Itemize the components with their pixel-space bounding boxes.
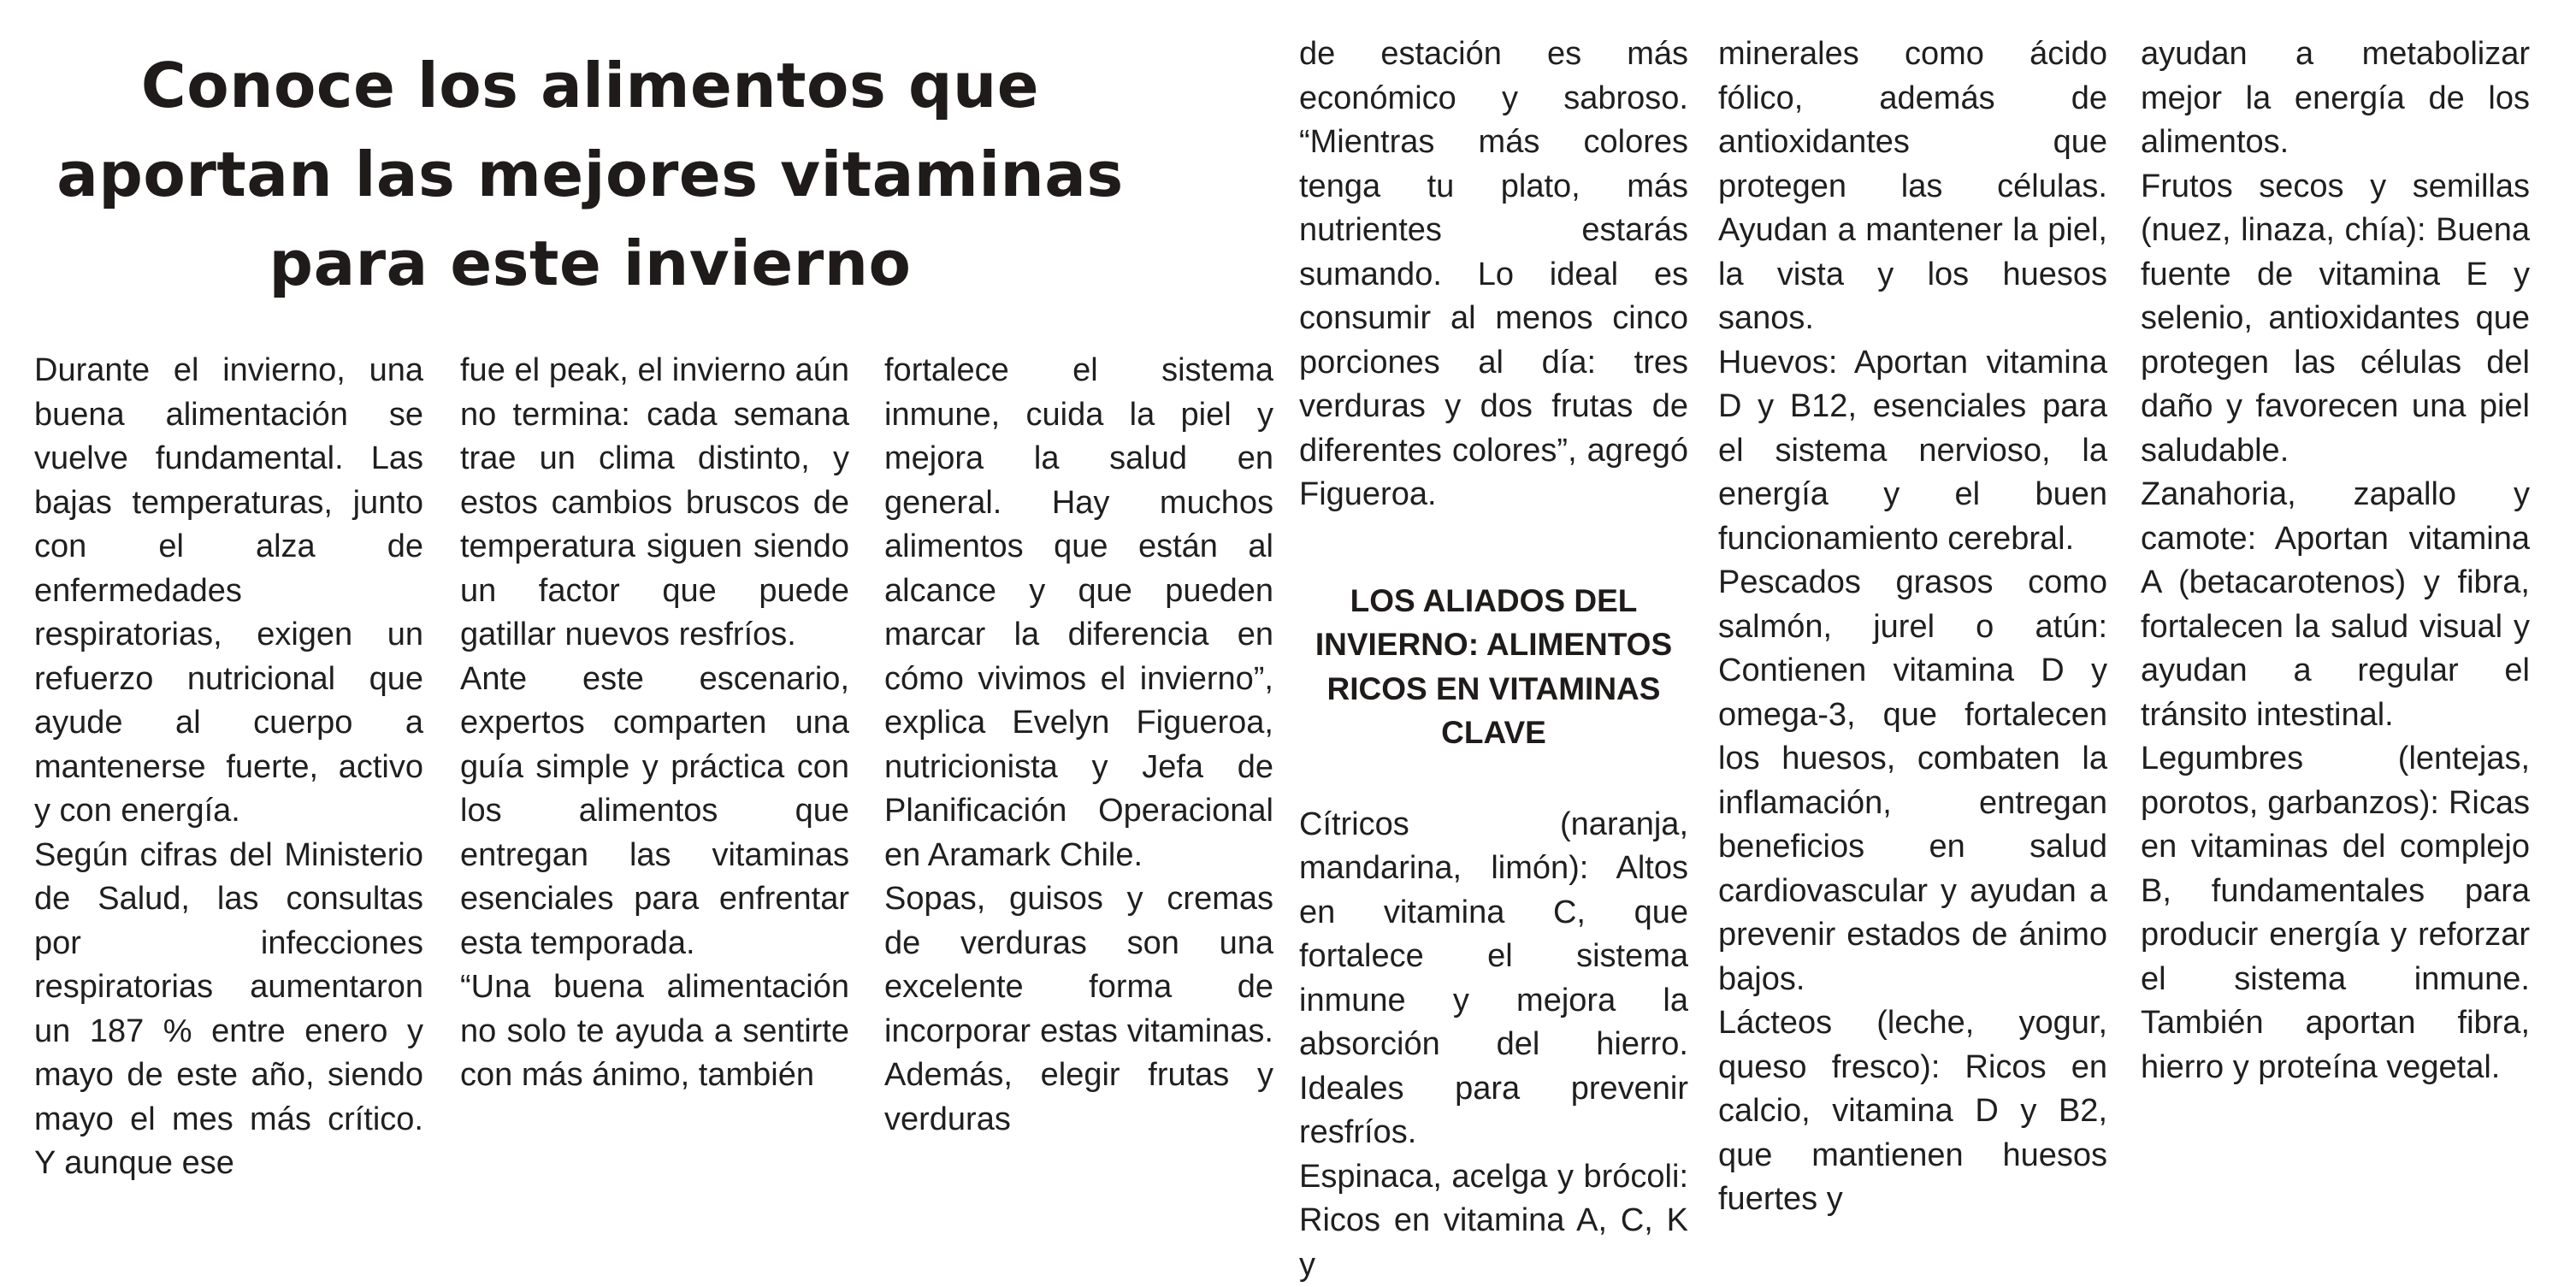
headline-line: aportan las mejores vitaminas bbox=[34, 130, 1146, 219]
paragraph: Frutos secos y semillas (nuez, linaza, chía): Buena fuente de vitamina E y selenio, antioxidantes que protegen las células del daño y favorecen una piel saludable. bbox=[2141, 165, 2530, 474]
paragraph: fortalece el sistema inmune, cuida la piel y mejora la salud en general. Hay muchos alimentos que están al alcance y que pueden marcar la diferencia en cómo vivimos el invierno”, explica Evelyn Figueroa, nutricionista y Jefa de Planificación Operacional en Aramark Chile. bbox=[884, 349, 1273, 877]
paragraph: fue el peak, el invierno aún no termina: cada semana trae un clima distinto, y estos cambios bruscos de temperatura siguen siendo un factor que puede gatillar nuevos resfríos. bbox=[460, 349, 849, 658]
paragraph: Cítricos (naranja, mandarina, limón): Altos en vitamina C, que fortalece el sistema inmune y mejora la absorción del hierro. Ideales para prevenir resfríos. bbox=[1299, 803, 1688, 1155]
headline-line: Conoce los alimentos que bbox=[34, 41, 1146, 130]
paragraph: Legumbres (lentejas, porotos, garbanzos): Ricas en vitaminas del complejo B, fundamentales para producir energía y reforzar el sistema inmune. También aportan fibra, hierro y proteína vegetal. bbox=[2141, 737, 2530, 1089]
article-column-4 bbox=[1299, 32, 1688, 1287]
paragraph: Zanahoria, zapallo y camote: Aportan vitamina A (betacarotenos) y fibra, fortalecen la salud visual y ayudan a regular el tránsito intestinal. bbox=[2141, 473, 2530, 737]
paragraph: minerales como ácido fólico, además de antioxidantes que protegen las células. Ayudan a mantener la piel, la vista y los huesos sanos. bbox=[1718, 32, 2107, 341]
paragraph: de estación es más económico y sabroso. “Mientras más colores tenga tu plato, más nutrientes estarás sumando. Lo ideal es consumir al menos cinco porciones al día: tres verduras y dos frutas de diferentes colores”, agregó Figueroa. bbox=[1299, 32, 1688, 517]
paragraph: Huevos: Aportan vitamina D y B12, esenciales para el sistema nervioso, la energía y el buen funcionamiento cerebral. bbox=[1718, 341, 2107, 562]
paragraph: Sopas, guisos y cremas de verduras son una excelente forma de incorporar estas vitaminas. Además, elegir frutas y verduras bbox=[884, 877, 1273, 1142]
paragraph: Ante este escenario, expertos comparten una guía simple y práctica con los alimentos que entregan las vitaminas esenciales para enfrentar esta temporada. bbox=[460, 658, 849, 966]
paragraph: Según cifras del Ministerio de Salud, las consultas por infecciones respiratorias aumentaron un 187 % entre enero y mayo de este año, siendo mayo el mes más crítico. Y aunque ese bbox=[34, 834, 423, 1186]
article-column-2 bbox=[460, 349, 849, 1098]
paragraph: ayudan a metabolizar mejor la energía de los alimentos. bbox=[2141, 32, 2530, 165]
paragraph: Pescados grasos como salmón, jurel o atún: Contienen vitamina D y omega-3, que fortalecen los huesos, combaten la inflamación, entregan beneficios en salud cardiovascular y ayudan a prevenir estados de ánimo bajos. bbox=[1718, 561, 2107, 1001]
paragraph: “Una buena alimentación no solo te ayuda a sentirte con más ánimo, también bbox=[460, 965, 849, 1098]
article-column-5 bbox=[1718, 32, 2107, 1222]
section-subheading: LOS ALIADOS DEL INVIERNO: ALIMENTOS RICOS EN VITAMINAS CLAVE bbox=[1299, 579, 1688, 755]
headline-line: para este invierno bbox=[34, 219, 1146, 308]
paragraph: Durante el invierno, una buena alimentación se vuelve fundamental. Las bajas temperaturas, junto con el alza de enfermedades respiratorias, exigen un refuerzo nutricional que ayude al cuerpo a mantenerse fuerte, activo y con energía. bbox=[34, 349, 423, 834]
article-column-1 bbox=[34, 349, 423, 1186]
paragraph: Espinaca, acelga y brócoli: Ricos en vitamina A, C, K y bbox=[1299, 1155, 1688, 1287]
article-column-6 bbox=[2141, 32, 2530, 1089]
paragraph: Lácteos (leche, yogur, queso fresco): Ricos en calcio, vitamina D y B2, que mantienen huesos fuertes y bbox=[1718, 1001, 2107, 1222]
article-headline bbox=[34, 41, 1146, 308]
article-column-3 bbox=[884, 349, 1273, 1142]
